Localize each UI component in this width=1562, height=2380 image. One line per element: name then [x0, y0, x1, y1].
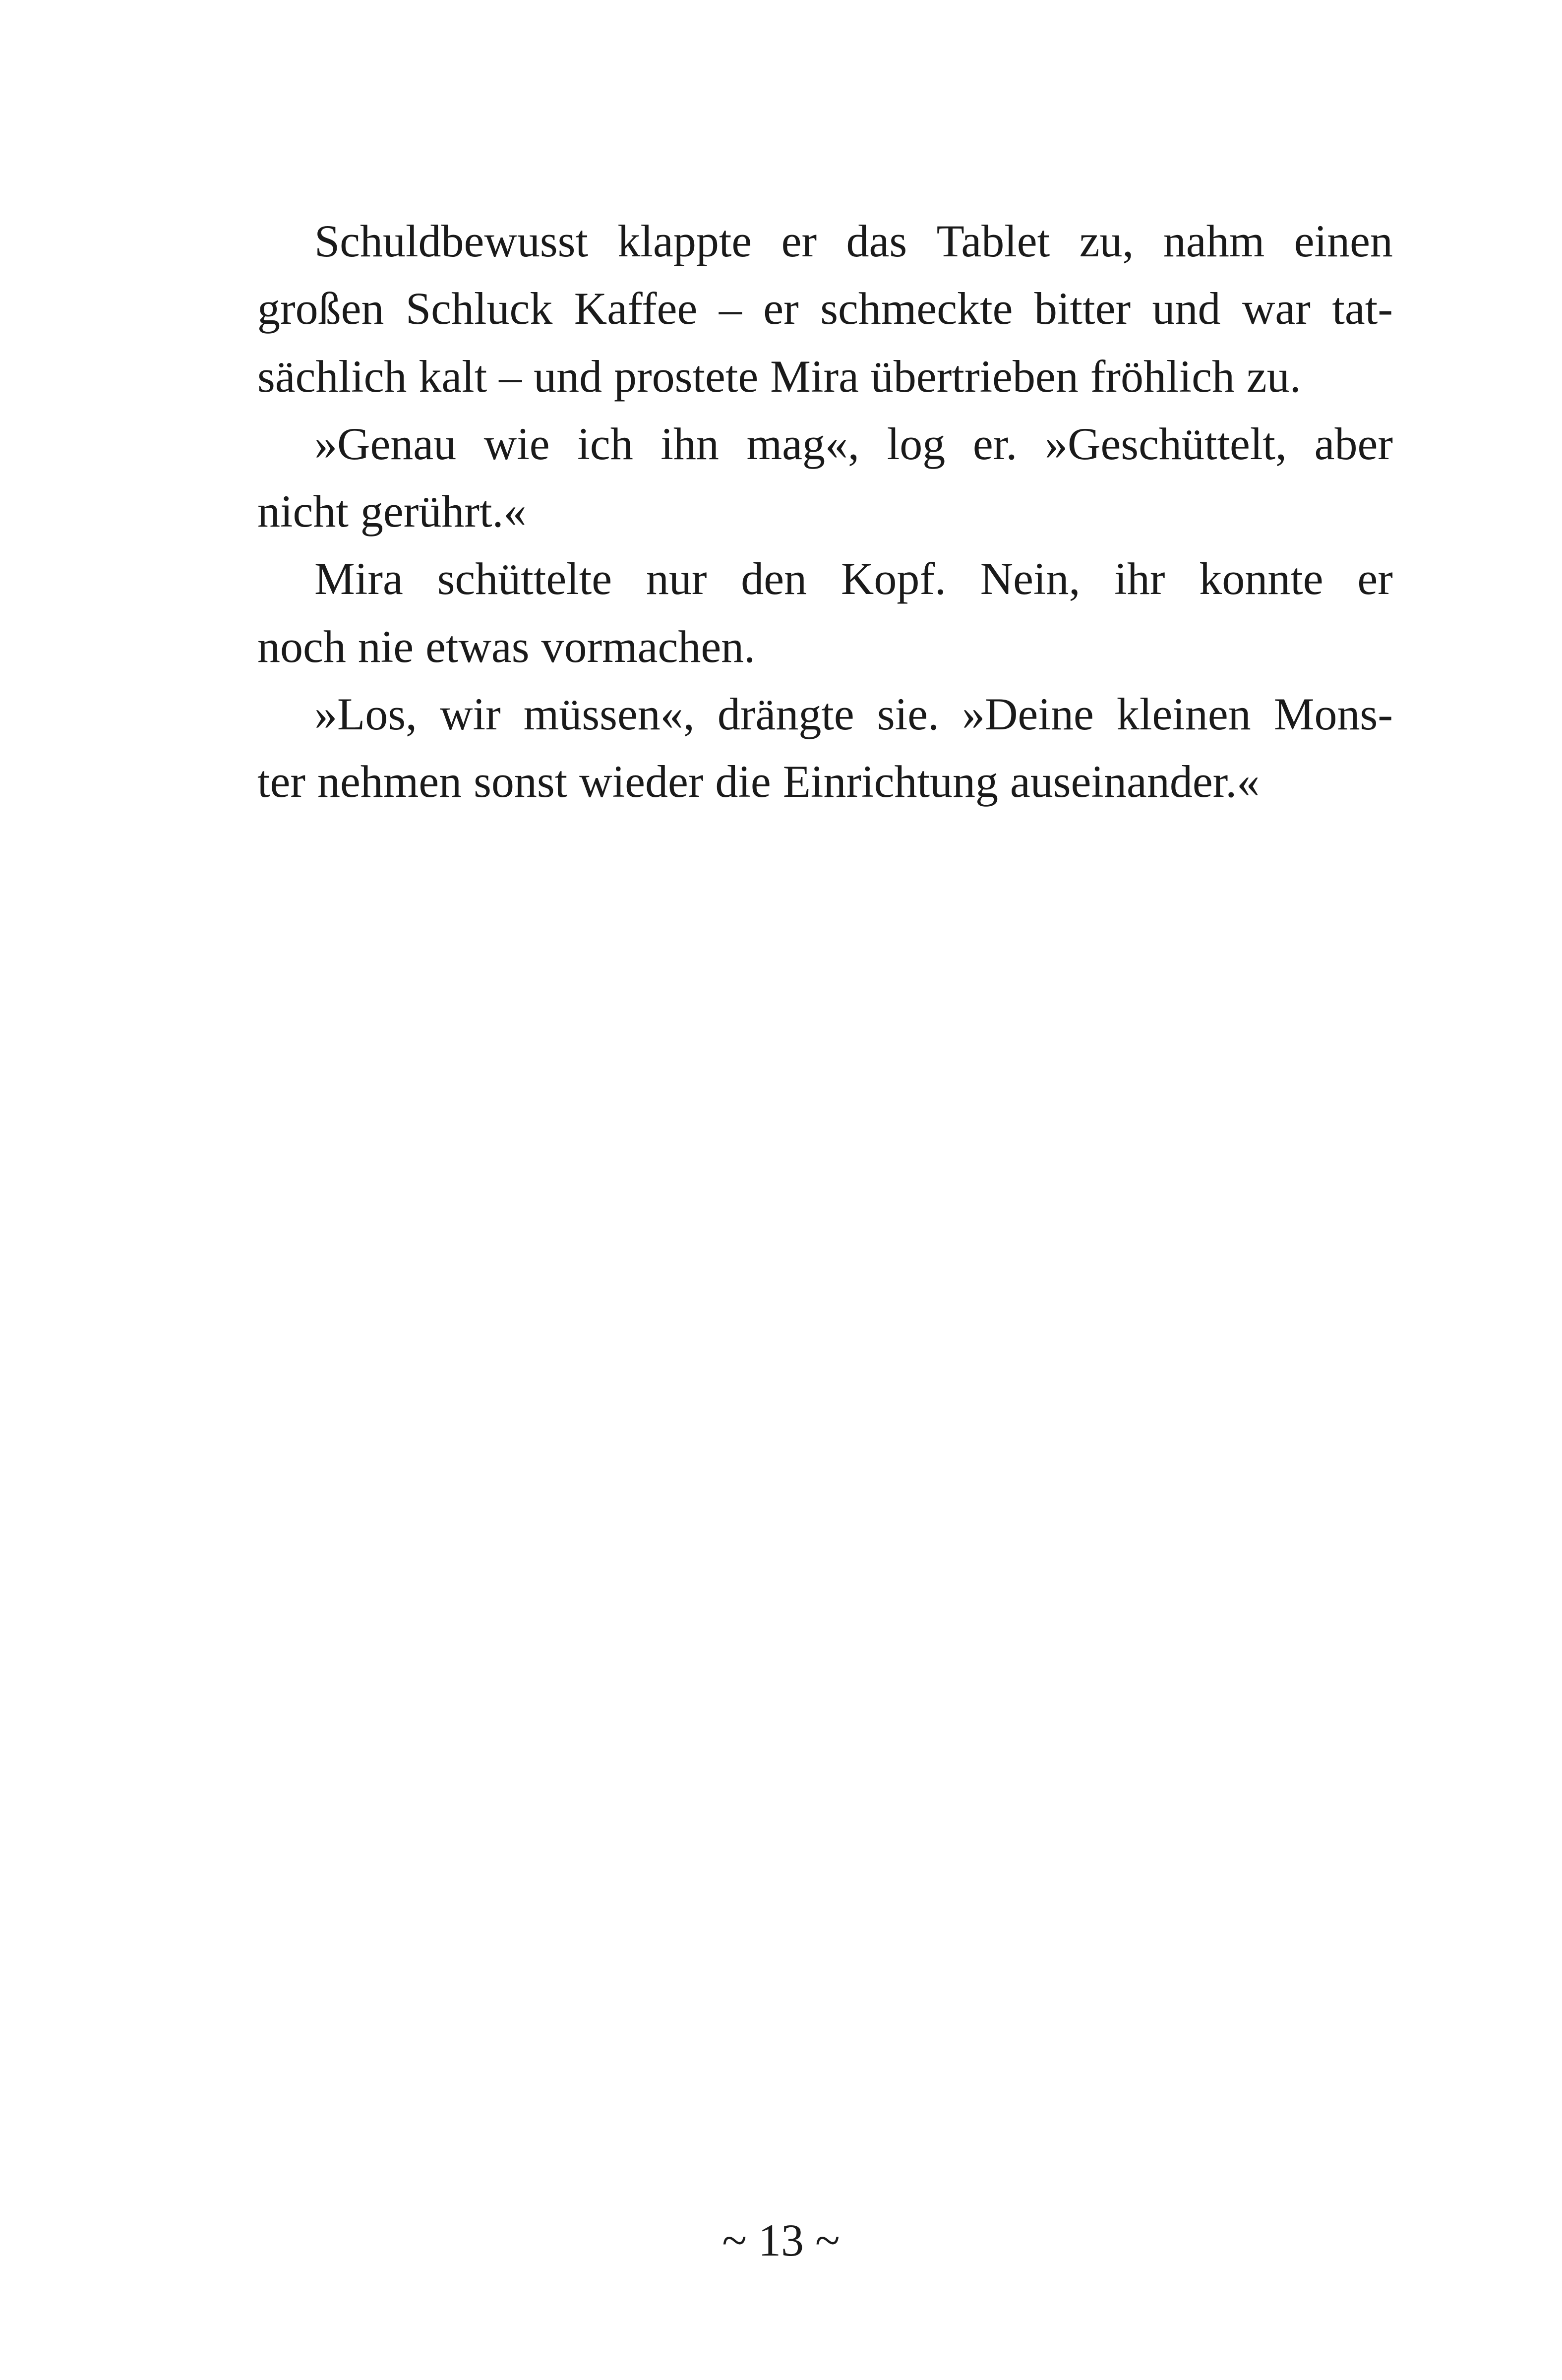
- text-line: nicht gerührt.«: [257, 486, 527, 537]
- text-line: noch nie etwas vormachen.: [257, 621, 756, 672]
- text-line: großen Schluck Kaffee – er schmeckte bitter und war tat-: [257, 283, 1393, 334]
- body-text: [257, 207, 1393, 816]
- text-line: Schuldbewusst klappte er das Tablet zu, nahm einen: [314, 216, 1393, 266]
- page-number: ~ 13 ~: [722, 2215, 840, 2265]
- text-line: »Los, wir müssen«, drängte sie. »Deine kleinen Mons-: [314, 689, 1393, 740]
- text-line: ter nehmen sonst wieder die Einrichtung auseinander.«: [257, 756, 1260, 807]
- text-line: sächlich kalt – und prostete Mira übertrieben fröhlich zu.: [257, 351, 1301, 402]
- text-line: Mira schüttelte nur den Kopf. Nein, ihr konnte er: [314, 553, 1393, 604]
- text-line: »Genau wie ich ihn mag«, log er. »Geschüttelt, aber: [314, 418, 1393, 469]
